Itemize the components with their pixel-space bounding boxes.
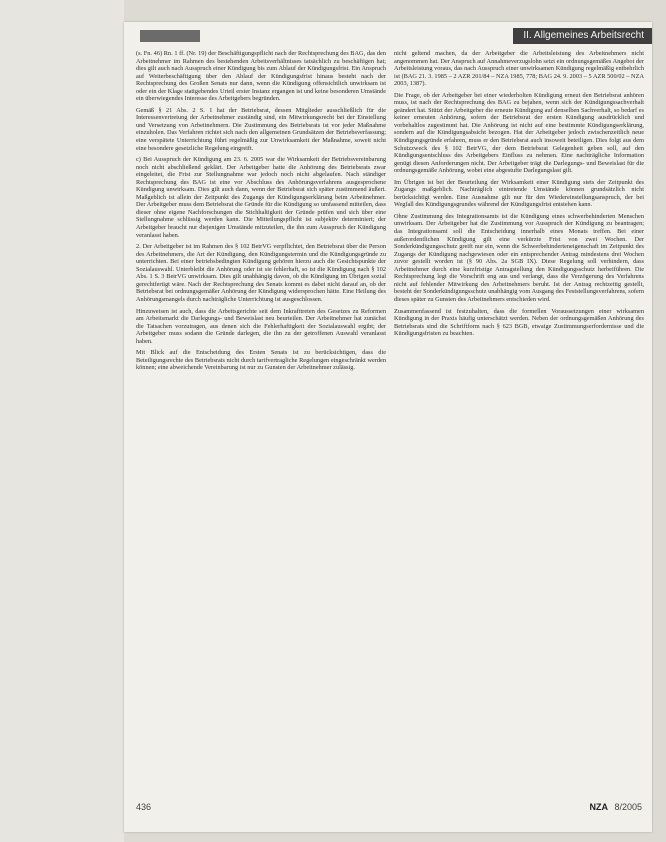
paragraph: 2. Der Arbeitgeber ist im Rahmen des § 102 BetrVG verpflichtet, den Betriebsrat über die Person des Arbeitnehmers, die Art der Kündigung, den Kündigungstermin und die Kündigungsgründe zu unterrichten. Bei einer betriebsbedingten Kündigung gehören hierzu auch die Gesichtspunkte der Sozialauswahl. Unterbleibt die Anhörung oder ist sie fehlerhaft, so ist die Kündigung nach § 102 Abs. 1 S. 3 BetrVG unwirksam. Dies gilt unabhängig davon, ob die Kündigung im Übrigen sozial gerechtfertigt wäre. Nach der Rechtsprechung des Senats kommt es dabei nicht darauf an, ob der Betriebsrat bei ordnungsgemäßer Anhörung der Kündigung widersprochen hätte. Eine Heilung des Anhörungsmangels durch nachträgliche Unterrichtung ist ausgeschlossen. [136, 243, 386, 303]
issue-info [589, 802, 642, 812]
left-column [136, 50, 386, 778]
paragraph: Mit Blick auf die Entscheidung des Ersten Senats ist zu berücksichtigen, dass die Beteiligungsrechte des Betriebsrats nicht durch tarifvertragliche Regelungen eingeschränkt werden können; eine abweichende Vereinbarung ist nur zu Gunsten der Arbeitnehmer zulässig. [136, 349, 386, 372]
header-left-bar [140, 30, 200, 42]
paragraph: (s. Fn. 46) Rn. 1 ff. (Nr. 19) der Beschäftigungspflicht nach der Rechtsprechung des BAG, das den Arbeitnehmer im Rahmen des bestehenden Arbeitsverhältnisses tatsächlich zu beschäftigen hat; dies gilt auch nach Ausspruch einer Kündigung bis zum Ablauf der Kündigungsfrist. Ein Anspruch auf Weiterbeschäftigung über den Ablauf der Kündigungsfrist hinaus besteht nach der Rechtsprechung des Großen Senats nur dann, wenn die Kündigung offensichtlich unwirksam ist oder ein der Klage stattgebendes Urteil erster Instanz ergangen ist und keine besonderen Umstände ein überwiegendes Interesse des Arbeitgebers begründen. [136, 50, 386, 103]
paragraph: Gemäß § 21 Abs. 2 S. 1 hat der Betriebsrat, dessen Mitglieder ausschließlich für die Interessenvertretung der Arbeitnehmer zuständig sind, ein Mitwirkungsrecht bei der Einstellung und Versetzung von Arbeitnehmern. Die Zustimmung des Betriebsrats ist vor jeder Maßnahme einzuholen. Das Verfahren richtet sich nach den allgemeinen Grundsätzen der Betriebsverfassung; eine verspätete Unterrichtung führt regelmäßig zur Unwirksamkeit der Maßnahme, soweit nicht eine besondere gesetzliche Regelung eingreift. [136, 106, 386, 152]
paragraph: Hinzuweisen ist auch, dass die Arbeitsgerichte seit dem Inkrafttreten des Gesetzes zu Reformen am Arbeitsmarkt die Darlegungs- und Beweislast neu beurteilen. Der Arbeitnehmer hat zunächst die Tatsachen vorzutragen, aus denen sich die Fehlerhaftigkeit der Sozialauswahl ergibt; der Arbeitgeber muss sodann die Gründe darlegen, die ihn zu der getroffenen Auswahl veranlasst haben. [136, 307, 386, 345]
scan-gutter [0, 0, 124, 842]
paragraph: Im Übrigen ist bei der Beurteilung der Wirksamkeit einer Kündigung stets der Zeitpunkt des Zugangs maßgeblich. Nachträglich eintretende Umstände können grundsätzlich nicht berücksichtigt werden. Eine Ausnahme gilt nur für den Wiedereinstellungsanspruch, der bei Wegfall des Kündigungsgrundes während der Kündigungsfrist entstehen kann. [394, 178, 644, 209]
paragraph: Die Frage, ob der Arbeitgeber bei einer wiederholten Kündigung erneut den Betriebsrat anhören muss, ist nach der Rechtsprechung des BAG zu bejahen, wenn sich der Kündigungssachverhalt geändert hat. Stützt der Arbeitgeber die erneute Kündigung auf denselben Sachverhalt, so bedarf es keiner erneuten Anhörung, sofern der Betriebsrat der ersten Kündigung ausdrücklich und vorbehaltlos zugestimmt hat. Die Anhörung ist nicht auf eine bestimmte Kündigungserklärung, sondern auf die Kündigungsabsicht bezogen. Hat der Arbeitgeber jedoch zwischenzeitlich neue Kündigungsgründe erfahren, muss er den Betriebsrat auch insoweit beteiligen. Dies folgt aus dem Schutzzweck des § 102 BetrVG, der dem Betriebsrat Gelegenheit geben soll, auf den Kündigungsentschluss des Arbeitgebers Einfluss zu nehmen. Eine nachträgliche Information genügt diesen Anforderungen nicht. Der Arbeitgeber trägt die Darlegungs- und Beweislast für die ordnungsgemäße Anhörung, wobei eine abgestufte Darlegungslast gilt. [394, 91, 644, 175]
page-number: 436 [136, 802, 152, 812]
document-page [124, 22, 652, 832]
paragraph: c) Bei Ausspruch der Kündigung am 23. 6. 2005 war die Wirksamkeit der Betriebsvereinbarung noch nicht abschließend geklärt. Der Arbeitgeber hatte die Anhörung des Betriebsrats zwar eingeleitet, die Frist zur Stellungnahme war jedoch noch nicht abgelaufen. Nach ständiger Rechtsprechung des BAG ist eine vor Abschluss des Anhörungsverfahrens ausgesprochene Kündigung unwirksam. Dies gilt auch dann, wenn der Betriebsrat sich später zustimmend äußert. Maßgeblich ist allein der Zeitpunkt des Zugangs der Kündigungserklärung beim Arbeitnehmer. Der Arbeitgeber muss dem Betriebsrat die Gründe für die Kündigung so umfassend mitteilen, dass dieser ohne eigene Nachforschungen die Stichhaltigkeit der Gründe prüfen und sich über eine Stellungnahme schlüssig werden kann. Die Mitteilungspflicht ist subjektiv determiniert; der Arbeitgeber braucht nur diejenigen Umstände mitzuteilen, die ihn zum Ausspruch der Kündigung veranlasst haben. [136, 156, 386, 239]
paragraph: nicht geltend machen, da der Arbeitgeber die Arbeitsleistung des Arbeitnehmers nicht angenommen hat. Der Anspruch auf Annahmeverzugslohn setzt ein ordnungsgemäßes Angebot der Arbeitsleistung voraus, das nach Ausspruch einer unwirksamen Kündigung regelmäßig entbehrlich ist (BAG 21. 3. 1985 – 2 AZR 201/84 – NZA 1985, 778; BAG 24. 9. 2003 – 5 AZR 500/02 – NZA 2003, 1387). [394, 50, 644, 88]
paragraph: Ohne Zustimmung des Integrationsamts ist die Kündigung eines schwerbehinderten Menschen unwirksam. Der Arbeitgeber hat die Zustimmung vor Ausspruch der Kündigung zu beantragen; das Integrationsamt soll die Entscheidung innerhalb eines Monats treffen. Bei einer außerordentlichen Kündigung gilt eine verkürzte Frist von zwei Wochen. Der Sonderkündigungsschutz greift nur ein, wenn die Schwerbehinderteneigenschaft im Zeitpunkt des Zugangs der Kündigung nachgewiesen oder ein entsprechender Antrag mindestens drei Wochen zuvor gestellt worden ist (§ 90 Abs. 2a SGB IX). Diese Regelung soll verhindern, dass Arbeitnehmer durch eine kurzfristige Antragstellung den Kündigungsschutz herbeiführen. Die Rechtsprechung legt die Vorschrift eng aus und verlangt, dass die Verzögerung des Verfahrens nicht auf fehlender Mitwirkung des Arbeitnehmers beruht. Ist der Antrag rechtzeitig gestellt, besteht der Sonderkündigungsschutz unabhängig vom Ausgang des Feststellungsverfahrens, sofern dieses später zu Gunsten des Arbeitnehmers entschieden wird. [394, 212, 644, 303]
right-column [394, 50, 644, 778]
paragraph: Zusammenfassend ist festzuhalten, dass die formellen Voraussetzungen einer wirksamen Kündigung in der Praxis häufig unterschätzt werden. Neben der ordnungsgemäßen Anhörung des Betriebsrats sind die Schriftform nach § 623 BGB, etwaige Zustimmungserfordernisse und die Kündigungsfristen zu beachten. [394, 307, 644, 338]
journal-brand: NZA [589, 802, 608, 812]
issue-number: 8/2005 [614, 802, 642, 812]
page-footer [136, 802, 642, 816]
section-header: II. Allgemeines Arbeitsrecht [513, 28, 652, 44]
